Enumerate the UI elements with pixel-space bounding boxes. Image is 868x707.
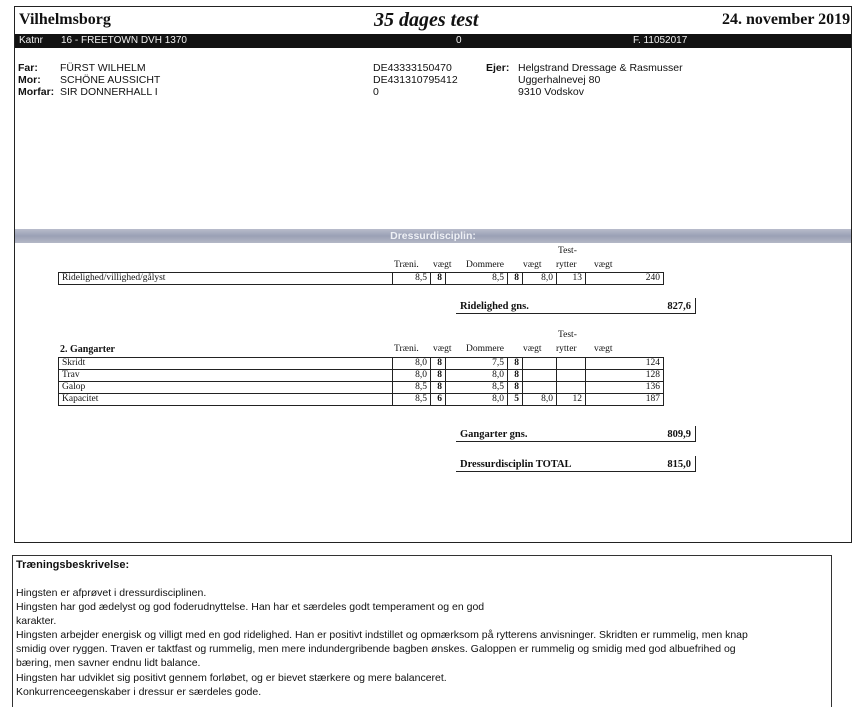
bar-middle-value: 0 [456,35,462,46]
summary-label: Gangarter gns. [460,429,528,440]
s1-header-vaegt2: vægt [523,260,542,270]
dommere-weight: 8 [508,382,523,394]
rytter-weight: 12 [557,394,586,406]
s1-header-vaegt3: vægt [594,260,613,270]
traenl-score: 8,0 [393,358,431,370]
traenl-weight: 8 [431,358,446,370]
traenl-weight: 8 [431,370,446,382]
location-title: Vilhelmsborg [19,11,111,28]
row-label: Skridt [59,358,393,370]
rytter-score [523,358,557,370]
dommere-score: 7,5 [446,358,508,370]
dommere-weight: 5 [508,394,523,406]
rytter-score: 8,0 [523,394,557,406]
gangarter-table [58,357,664,406]
row-total: 240 [586,273,664,285]
ridelighed-summary [456,298,696,314]
s1-header-dommere: Dommere [466,260,504,270]
row-label: Kapacitet [59,394,393,406]
s2-header-vaegt2: vægt [523,344,542,354]
description-line: Konkurrenceegenskaber i dressur er særdeles gode. [16,686,262,698]
dommere-weight: 8 [508,273,523,285]
mor-id: DE431310795412 [373,74,458,86]
test-title: 35 dages test [374,9,479,31]
dommere-weight: 8 [508,370,523,382]
gangarter-summary [456,426,696,442]
rytter-score: 8,0 [523,273,557,285]
description-line: Hingsten er afprøvet i dressurdisciplinen. [16,587,207,599]
traenl-weight: 8 [431,273,446,285]
row-total: 128 [586,370,664,382]
traenl-weight: 8 [431,382,446,394]
katnr-label: Katnr [19,35,43,46]
description-line: karakter. [16,615,57,627]
rytter-weight [557,358,586,370]
traenl-score: 8,5 [393,382,431,394]
row-label: Galop [59,382,393,394]
rytter-score [523,370,557,382]
training-description-title: Træningsbeskrivelse: [16,559,130,571]
gangarter-title: 2. Gangarter [60,344,115,355]
summary-value: 809,9 [667,429,691,440]
s1-header-test: Test- [558,246,577,256]
owner-city: 9310 Vodskov [518,86,584,98]
dommere-score: 8,5 [446,273,508,285]
description-line: bæring, men savner endnu lidt balance. [16,657,201,669]
morfar-label: Morfar: [18,86,55,98]
s2-header-test: Test- [558,330,577,340]
dommere-score: 8,0 [446,394,508,406]
discipline-band-title: Dressurdisciplin: [390,230,476,242]
s2-header-dommere: Dommere [466,344,504,354]
row-total: 187 [586,394,664,406]
traenl-score: 8,5 [393,273,431,285]
description-line: Hingsten arbejder energisk og villigt med en god ridelighed. Han er positivt indstillet og opmærksom på rytterens anvisninger. Skridten er rummelig, men knap [16,629,748,641]
far-id: DE43333150470 [373,62,452,74]
row-total: 136 [586,382,664,394]
s1-header-traenl: Træni. [394,260,419,270]
owner-label: Ejer: [486,62,510,74]
summary-label: Ridelighed gns. [460,301,529,312]
mor-label: Mor: [18,74,41,86]
summary-value: 827,6 [667,301,691,312]
owner-name: Helgstrand Dressage & Rasmusser [518,62,683,74]
catalog-bar [15,34,851,48]
s2-header-rytter: rytter [556,344,577,354]
traenl-score: 8,0 [393,370,431,382]
katnr-value: 16 - FREETOWN DVH 1370 [61,35,187,46]
rytter-weight [557,382,586,394]
row-label: Ridelighed/villighed/gålyst [59,273,393,285]
rytter-weight [557,370,586,382]
table-row [59,273,664,285]
description-line: Hingsten har god ædelyst og god foderudnyttelse. Han har et særdeles godt temperament og en god [16,601,485,613]
discipline-band [15,229,851,243]
dommere-score: 8,5 [446,382,508,394]
dommere-score: 8,0 [446,370,508,382]
mor-name: SCHÖNE AUSSICHT [60,74,161,86]
far-label: Far: [18,62,38,74]
dommere-weight: 8 [508,358,523,370]
rytter-weight: 13 [557,273,586,285]
ridelighed-table [58,272,664,285]
s2-header-vaegt3: vægt [594,344,613,354]
row-total: 124 [586,358,664,370]
discipline-total [456,456,696,472]
rytter-score [523,382,557,394]
row-label: Trav [59,370,393,382]
table-row [59,358,664,370]
traenl-weight: 6 [431,394,446,406]
morfar-name: SIR DONNERHALL I [60,86,158,98]
description-line: Hingsten har udviklet sig positivt gennem forløbet, og er bievet stærkere og mere balanceret. [16,672,447,684]
s2-header-traenl: Træni. [394,344,419,354]
description-line: smidig over ryggen. Traven er taktfast og rummelig, men mere indundergribende bagben ønskes. Galoppen er rummelig og smidig med god albuefrihed og [16,643,736,655]
total-label: Dressurdisciplin TOTAL [460,459,572,470]
traenl-score: 8,5 [393,394,431,406]
date: 24. november 2019 [722,11,851,28]
s2-header-vaegt1: vægt [433,344,452,354]
s1-header-vaegt1: vægt [433,260,452,270]
owner-street: Uggerhalnevej 80 [518,74,601,86]
s1-header-rytter: rytter [556,260,577,270]
total-value: 815,0 [667,459,691,470]
table-row [59,370,664,382]
morfar-id: 0 [373,86,379,98]
table-row [59,382,664,394]
far-name: FÜRST WILHELM [60,62,146,74]
table-row [59,394,664,406]
birth-date: F. 11052017 [633,35,688,46]
